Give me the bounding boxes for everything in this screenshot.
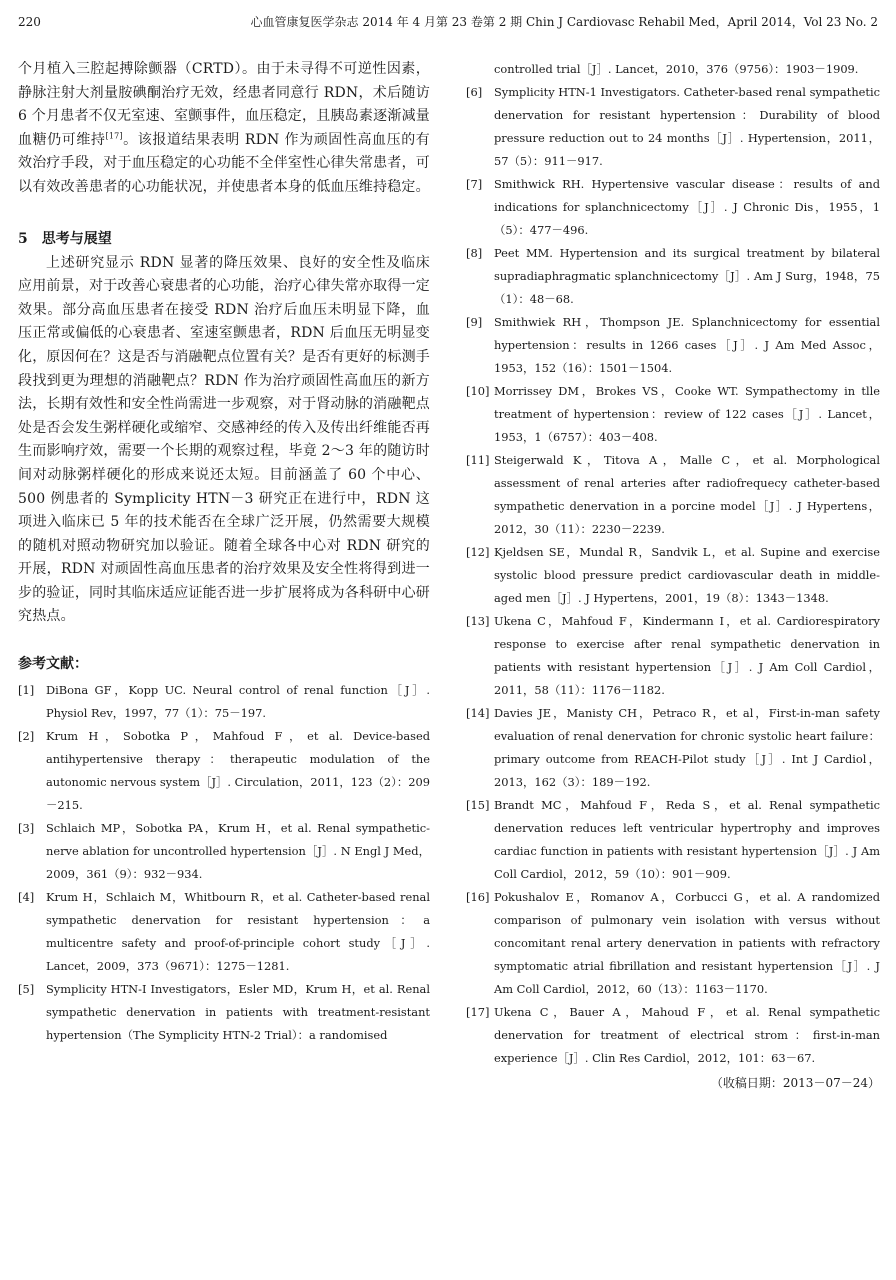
intro-text: 个月植入三腔起搏除颤器（CRTD）。由于未寻得不可逆性因素，静脉注射大剂量胺碘酮治疗无效，经患者同意行 RDN，术后随访 6 个月患者不仅无室速、室颤事件，血压稳定，且胰岛素逐渐减量血糖仍可维持 [18, 61, 430, 148]
reference-item [466, 702, 880, 794]
reference-item [18, 886, 430, 978]
reference-item [18, 978, 430, 1047]
reference-item [466, 449, 880, 541]
reference-item [466, 311, 880, 380]
reference-item [466, 173, 880, 242]
reference-item [466, 1001, 880, 1070]
reference-number: [5] [18, 982, 35, 997]
reference-text: Brandt MC，Mahfoud F，Reda S，et al. Renal sympathetic denervation reduces left ventricular hypertrophy and improves cardiac function in patients with resistant hypertension［J］. J Am Coll Cardiol，2012，59（10）：901－909. [494, 798, 880, 881]
reference-number: [2] [18, 729, 35, 744]
citation-17: [17] [105, 131, 123, 141]
reference-number: [1] [18, 683, 35, 698]
reference-item [466, 81, 880, 173]
reference-item [18, 725, 430, 817]
reference-number: [12] [466, 545, 490, 559]
reference-text: Smithwick RH. Hypertensive vascular disease：results of and indications for splanchnicectomy［J］. J Chronic Dis，1955，1（5）：477－496. [494, 177, 880, 237]
intro-paragraph [18, 58, 430, 200]
reference-number: [9] [466, 315, 483, 329]
references-heading: 参考文献： [18, 656, 88, 673]
reference-number: [16] [466, 890, 490, 904]
intro-text-after: 。该报道结果表明 RDN 作为顽固性高血压的有效治疗手段，对于血压稳定的心功能不全伴室性心律失常患者，可以有效改善患者的心功能状况，并使患者本身的低血压维持稳定。 [18, 131, 431, 195]
section-5-body: 上述研究显示 RDN 显著的降压效果、良好的安全性及临床应用前景，对于改善心衰患者的心功能，治疗心律失常亦取得一定效果。部分高血压患者在接受 RDN 治疗后血压未明显下降，血压正常或偏低的心衰患者、室速室颤患者，RDN 后血压无明显变化，原因何在？这是否与消融靶点位置有关？是否有更好的标测手段找到更为理想的消融靶点？RDN 作为治疗顽固性高血压的新方法，长期有效性和安全性尚需进一步观察，对于肾动脉的消融靶点处是否会发生粥样硬化或缩窄、交感神经的传入及传出纤维能否再生而影响疗效，需要一个长期的观察过程，毕竟 2～3 年的随访时间对动脉粥样硬化的形成来说还太短。目前涵盖了 60 个中心、500 例患者的 Symplicity HTN－3 研究正在进行中，RDN 这项进入临床已 5 年的技术能否在全球广泛开展，仍然需要大规模的随机对照动物研究加以验证。随着全球各中心对 RDN 研究的开展，RDN 对顽固性高血压患者的治疗效果及安全性将得到进一步的验证，同时其临床适应证能否进一步扩展将成为各科研中心研究热点。 [18, 254, 430, 625]
reference-5-continuation: controlled trial［J］. Lancet，2010，376（9756）：1903－1909. [494, 62, 859, 76]
reference-number: [3] [18, 821, 35, 836]
reference-number: [7] [466, 177, 483, 191]
reference-number: [15] [466, 798, 490, 812]
journal-citation-line: 心血管康复医学杂志 2014 年 4 月第 23 卷第 2 期 Chin J Cardiovasc Rehabil Med，April 2014，Vol 23 No. 2 [250, 15, 878, 29]
reference-text: Morrissey DM，Brokes VS，Cooke WT. Sympathectomy in tlle treatment of hypertension：review of 122 cases［J］. Lancet，1953，1（6757）：403－408. [494, 384, 880, 444]
reference-number: [10] [466, 384, 490, 398]
right-column [466, 58, 880, 1094]
reference-number: [14] [466, 706, 490, 720]
reference-text: Krum H，Sobotka P，Mahfoud F，et al. Device-based antihypertensive therapy：therapeutic modulation of the autonomic nervous system［J］. Circulation，2011，123（2）：209－215. [46, 729, 430, 813]
reference-item [18, 679, 430, 725]
reference-item [466, 380, 880, 449]
reference-number: [6] [466, 85, 483, 99]
reference-item [466, 541, 880, 610]
reference-number: [4] [18, 890, 35, 905]
reference-item [466, 610, 880, 702]
reference-text: Kjeldsen SE，Mundal R，Sandvik L，et al. Supine and exercise systolic blood pressure predict cardiovascular death in middle-aged men［J］. J Hypertens，2001，19（8）：1343－1348. [494, 545, 880, 605]
reference-text: Symplicity HTN-I Investigators，Esler MD，Krum H，et al. Renal sympathetic denervation in patients with treatment-resistant hypertension（The Symplicity HTN-2 Trial）：a randomised [46, 982, 430, 1043]
reference-number: [13] [466, 614, 490, 628]
reference-text: Schlaich MP，Sobotka PA，Krum H，et al. Renal sympathetic-nerve ablation for uncontrolled hypertension［J］. N Engl J Med，2009，361（9）：932－934. [46, 821, 430, 882]
page-number: 220 [18, 15, 41, 29]
reference-item [466, 242, 880, 311]
reference-number: [8] [466, 246, 483, 260]
reference-item [466, 886, 880, 1001]
reference-text: Davies JE，Manisty CH，Petraco R，et al，First-in-man safety evaluation of renal denervation for chronic systolic heart failure：primary outcome from REACH-Pilot study［J］. Int J Cardiol，2013，162（3）：189－192. [494, 706, 880, 789]
reference-number: [11] [466, 453, 490, 467]
left-column [18, 58, 430, 1047]
reference-list-left [18, 679, 430, 1047]
reference-number: [17] [466, 1005, 490, 1019]
reference-list-right [466, 81, 880, 1070]
reference-text: Pokushalov E，Romanov A，Corbucci G，et al. A randomized comparison of pulmonary vein isolation with versus without concomitant renal artery denervation in patients with refractory symptomatic atrial fibrillation and resistant hypertension［J］. J Am Coll Cardiol，2012，60（13）：1163－1170. [494, 890, 880, 996]
received-date: （收稿日期：2013－07－24） [710, 1076, 880, 1090]
reference-text: Ukena C，Bauer A，Mahoud F，et al. Renal sympathetic denervation for treatment of electrical strom：first-in-man experience［J］. Clin Res Cardiol，2012，101：63－67. [494, 1005, 880, 1065]
reference-text: Ukena C，Mahfoud F，Kindermann I，et al. Cardiorespiratory response to exercise after renal sympathetic denervation in patients with resistant hypertension［J］. J Am Coll Cardiol，2011，58（11）：1176－1182. [494, 614, 880, 697]
reference-text: Steigerwald K，Titova A，Malle C，et al. Morphological assessment of renal arteries after radiofrequecy catheter-based sympathetic denervation in a porcine model［J］. J Hypertens，2012，30（11）：2230－2239. [494, 453, 880, 536]
section-5-heading: 5 思考与展望 [18, 230, 112, 247]
reference-item [466, 794, 880, 886]
reference-text: Smithwiek RH，Thompson JE. Splanchnicectomy for essential hypertension：results in 1266 cases［J］. J Am Med Assoc，1953，152（16）：1501－1504. [494, 315, 880, 375]
reference-text: Peet MM. Hypertension and its surgical treatment by bilateral supradiaphragmatic splanchnicectomy［J］. Am J Surg，1948，75（1）：48－68. [494, 246, 880, 306]
reference-text: Krum H，Schlaich M，Whitbourn R，et al. Catheter-based renal sympathetic denervation for resistant hypertension：a multicentre safety and proof-of-principle cohort study［J］. Lancet，2009，373（9671）：1275－1281. [46, 890, 430, 974]
reference-item [18, 817, 430, 886]
reference-text: DiBona GF，Kopp UC. Neural control of renal function［J］. Physiol Rev，1997，77（1）：75－197. [46, 683, 430, 721]
reference-text: Symplicity HTN-1 Investigators. Catheter-based renal sympathetic denervation for resistant hypertension：Durability of blood pressure reduction out to 24 months［J］. Hypertension，2011，57（5）：911－917. [494, 85, 880, 168]
